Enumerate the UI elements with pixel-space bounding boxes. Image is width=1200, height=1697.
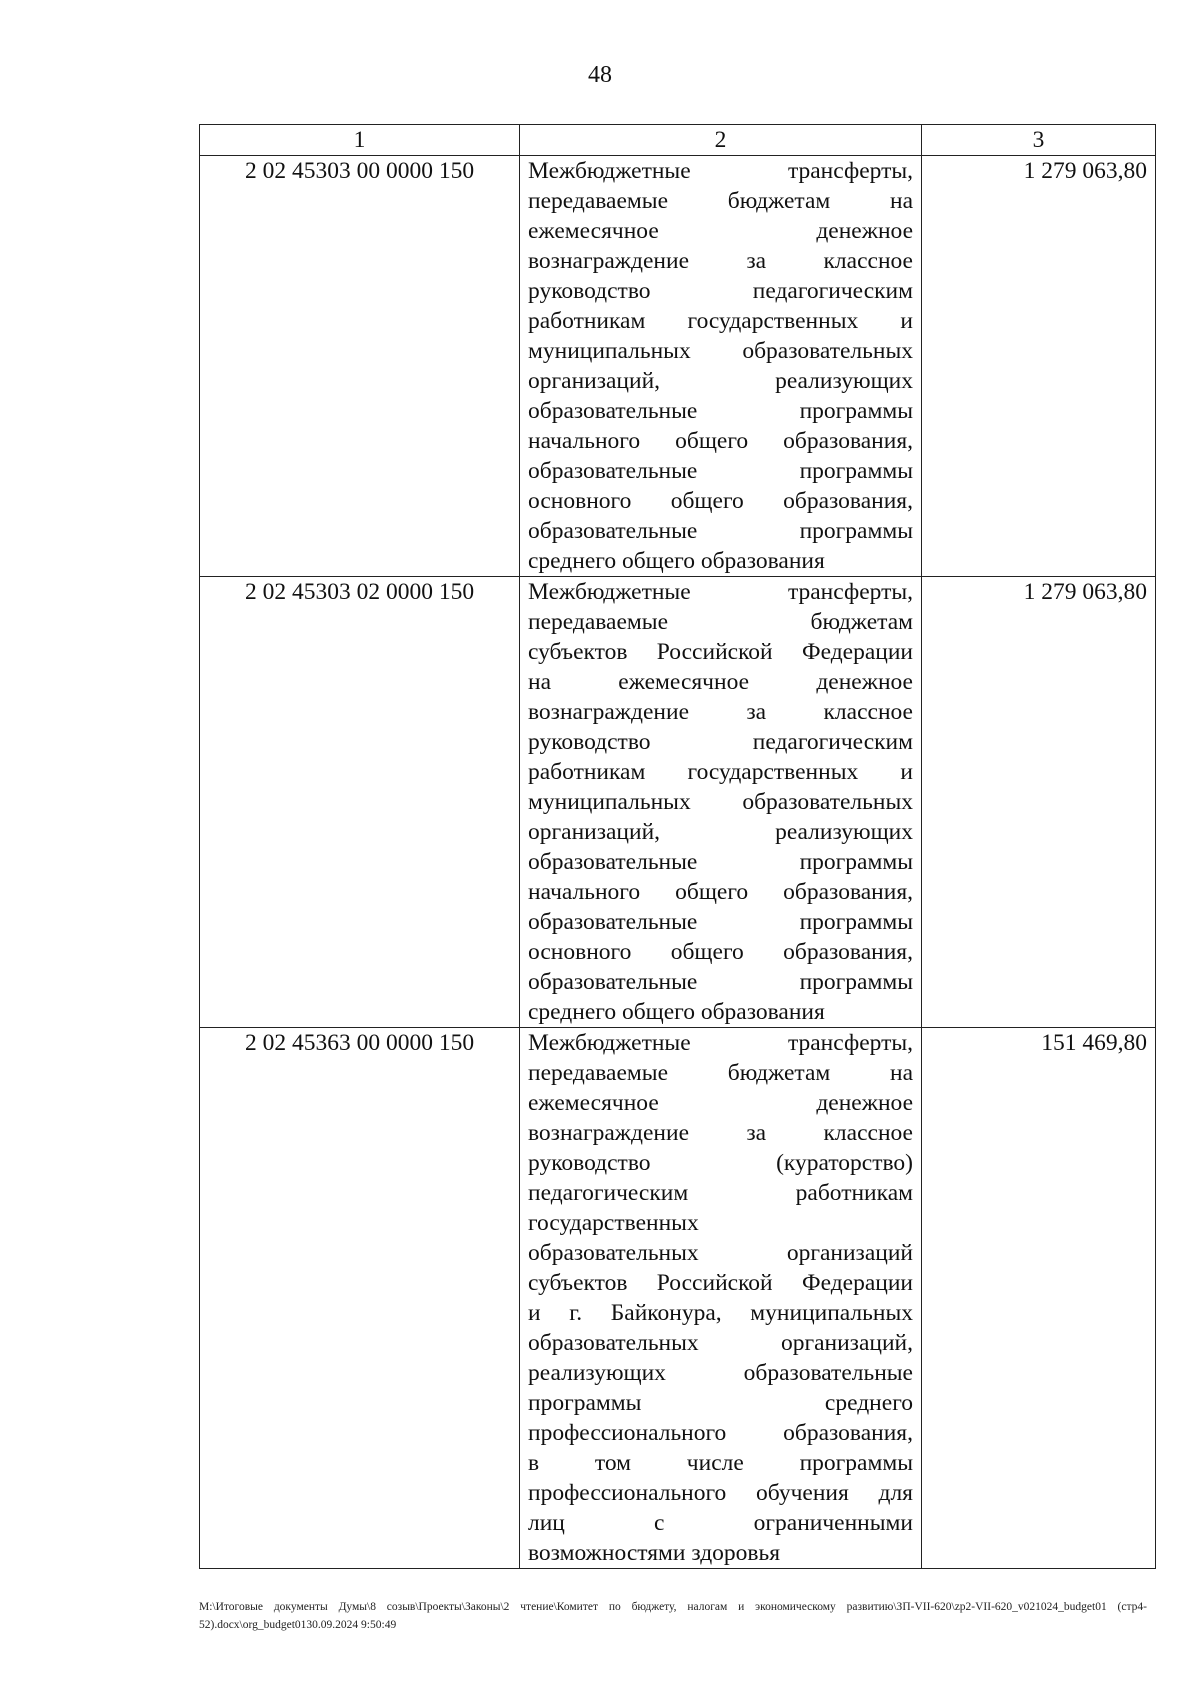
description-line: реализующих образовательные — [528, 1360, 913, 1386]
description-line: Межбюджетные трансферты, — [528, 1030, 913, 1056]
description-line: муниципальных образовательных — [528, 338, 913, 364]
description-line: на ежемесячное денежное — [528, 669, 913, 695]
description-line: педагогическим работникам — [528, 1180, 913, 1206]
description-cell — [520, 156, 922, 577]
description-line: организаций, реализующих — [528, 368, 913, 394]
description-line: и г. Байконура, муниципальных — [528, 1300, 913, 1326]
description-line: передаваемые бюджетам — [528, 609, 913, 635]
description-line: лиц с ограниченными — [528, 1510, 913, 1536]
description-line: Межбюджетные трансферты, — [528, 579, 913, 605]
description-line: образовательные программы — [528, 909, 913, 935]
table-header-row — [200, 125, 1156, 156]
description-line: вознаграждение за классное — [528, 699, 913, 725]
description-line: вознаграждение за классное — [528, 1120, 913, 1146]
description-cell — [520, 577, 922, 1028]
description-line: образовательные программы — [528, 849, 913, 875]
amount-cell: 1 279 063,80 — [922, 156, 1156, 577]
description-line: профессионального обучения для — [528, 1480, 913, 1506]
budget-code-cell: 2 02 45303 00 0000 150 — [200, 156, 520, 577]
budget-table — [199, 124, 1156, 1569]
description-line: образовательные программы — [528, 398, 913, 424]
description-line: образовательные программы — [528, 458, 913, 484]
budget-code-cell: 2 02 45363 00 0000 150 — [200, 1028, 520, 1569]
description-line: возможностями здоровья — [528, 1540, 781, 1566]
description-line: профессионального образования, — [528, 1420, 913, 1446]
amount-cell: 1 279 063,80 — [922, 577, 1156, 1028]
description-line: начального общего образования, — [528, 879, 913, 905]
description-cell — [520, 1028, 922, 1569]
description-line: государственных — [528, 1210, 699, 1236]
description-line: передаваемые бюджетам на — [528, 1060, 913, 1086]
description-line: передаваемые бюджетам на — [528, 188, 913, 214]
column-header-3: 3 — [922, 125, 1156, 156]
description-line: руководство педагогическим — [528, 278, 913, 304]
description-line: муниципальных образовательных — [528, 789, 913, 815]
description-line: среднего общего образования — [528, 999, 825, 1025]
file-path-footer: M:\Итоговые документы Думы\8 созыв\Проекты\Законы\2 чтение\Комитет по бюджету, налогам и экономическому развитию\ЗП-VII-620\zp2-VII-620_v021024_budget01 (стр4-52).docx\org_budget0130.09.2024 9:50:49 — [199, 1601, 1147, 1631]
description-line: вознаграждение за классное — [528, 248, 913, 274]
budget-code-cell: 2 02 45303 02 0000 150 — [200, 577, 520, 1028]
description-line: организаций, реализующих — [528, 819, 913, 845]
column-header-2: 2 — [520, 125, 922, 156]
description-line: основного общего образования, — [528, 488, 913, 514]
description-line: ежемесячное денежное — [528, 1090, 913, 1116]
page-number: 48 — [588, 62, 612, 88]
description-line: субъектов Российской Федерации — [528, 1270, 913, 1296]
table-row — [200, 156, 1156, 577]
description-line: образовательных организаций — [528, 1240, 913, 1266]
description-line: работникам государственных и — [528, 308, 913, 334]
table-body — [200, 156, 1156, 1569]
description-line: основного общего образования, — [528, 939, 913, 965]
description-line: среднего общего образования — [528, 548, 825, 574]
description-line: программы среднего — [528, 1390, 913, 1416]
description-line: в том числе программы — [528, 1450, 913, 1476]
column-header-1: 1 — [200, 125, 520, 156]
description-line: руководство (кураторство) — [528, 1150, 913, 1176]
amount-cell: 151 469,80 — [922, 1028, 1156, 1569]
description-line: работникам государственных и — [528, 759, 913, 785]
description-line: образовательные программы — [528, 969, 913, 995]
description-line: ежемесячное денежное — [528, 218, 913, 244]
description-line: руководство педагогическим — [528, 729, 913, 755]
description-line: субъектов Российской Федерации — [528, 639, 913, 665]
table-row — [200, 1028, 1156, 1569]
table-row — [200, 577, 1156, 1028]
description-line: образовательные программы — [528, 518, 913, 544]
description-line: Межбюджетные трансферты, — [528, 158, 913, 184]
description-line: образовательных организаций, — [528, 1330, 913, 1356]
description-line: начального общего образования, — [528, 428, 913, 454]
